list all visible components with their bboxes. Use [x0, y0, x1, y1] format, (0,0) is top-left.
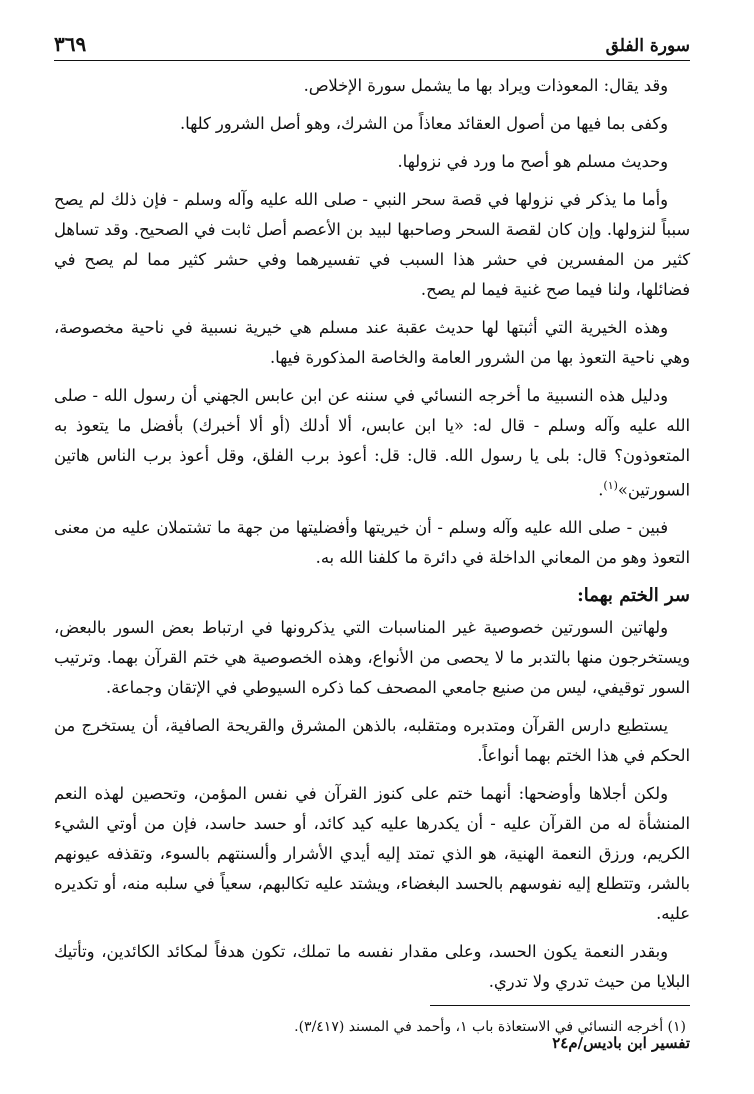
- main-text: [54, 71, 690, 997]
- paragraph: وبقدر النعمة يكون الحسد، وعلى مقدار نفسه ما تملك، تكون هدفاً لمكائد الكائدين، وتأتيك البلايا من حيث تدري ولا تدري.: [54, 942, 690, 992]
- paragraph: وهذه الخيرية التي أثبتها لها حديث عقبة عند مسلم هي خيرية نسبية في ناحية مخصوصة، وهي ناحية التعوذ بها من الشرور العامة والخاصة المذكورة فيها.: [54, 318, 690, 367]
- footnote-divider: [430, 1005, 690, 1006]
- paragraph: وكفى بما فيها من أصول العقائد معاذاً من الشرك، وهو أصل الشرور كلها.: [179, 114, 668, 133]
- paragraph: فبين - صلى الله عليه وآله وسلم - أن خيريتها وأفضليتها من جهة ما تشتملان عليه من معنى التعوذ وهو من المعاني الداخلة في دائرة ما كلفنا الله به.: [54, 518, 690, 568]
- paragraph: ولكن أجلاها وأوضحها: أنهما ختم على كنوز القرآن في نفس المؤمن، وتحصين لهذه النعم المنشأة له من القرآن عليه - أن يكدرها عليه كيد كائد، أو حسد حاسد، فإن من أوتي الشيء الكريم، ورزق النعمة الهنية، هو الذي تمتد إليه أيدي الأشرار وألسنتهم بالسوء، وتقذفه عيونهم بالشر، وتتطلع إليه نفوسهم بالحسد البغضاء، ويشتد عليه تكالبهم، سعياً في سلبه منه، أو تكديره عليه.: [54, 784, 690, 924]
- footnote: (١) أخرجه النسائي في الاستعاذة باب ١، وأحمد في المسند (٣/٤١٧).: [294, 1019, 686, 1036]
- footnote-marker[interactable]: (١): [603, 479, 618, 492]
- page-number: ٣٦٩: [54, 32, 87, 56]
- paragraph: ولهاتين السورتين خصوصية غير المناسبات التي يذكرونها في ارتباط بعض السور بالبعض، ويستخرجون منها بالتدبر ما لا يحصى من الأنواع، وهذه الخصوصية هي ختم القرآن بهما. وترتيب السور توقيفي، ليس من صنيع جامعي المصحف كما ذكره السيوطي في الإتقان وجماعة.: [54, 618, 690, 698]
- section-heading: سر الختم بهما:: [577, 585, 690, 607]
- running-head: [54, 30, 690, 61]
- paragraph: وأما ما يذكر في نزولها في قصة سحر النبي - صلى الله عليه وآله وسلم - فإن ذلك لم يصح سبباً لنزولها. وإن كان لقصة السحر وصاحبها لبيد بن الأعصم أصل ثابت في الصحيح. وقد تساهل كثير من المفسرين في حشر هذا السبب في تفسيرهما وفي حشر كثير مما لم يصح في فضائلها، ولنا فيما صح غنية فيما لم يصح.: [54, 190, 690, 299]
- paragraph: ودليل هذه النسبية ما أخرجه النسائي في سننه عن ابن عابس الجهني أن رسول الله - صلى الله عليه وآله وسلم - قال له: «يا ابن عابس، ألا أدلك (أو ألا أخبرك) بأفضل ما يتعوذ به المتعوذون؟ قال: بلى يا رسول الله. قال: قل: أعوذ برب الفلق، وقل أعوذ برب الناس هاتين السورتين»$^{(١)}$.: [54, 386, 690, 500]
- paragraph: يستطيع دارس القرآن ومتدبره ومتقلبه، بالذهن المشرق والقريحة الصافية، أن يستخرج من الحكم في هذا الختم بهما أنواعاً.: [54, 716, 690, 766]
- page-footer: تفسير ابن باديس/م٢٤: [552, 1034, 690, 1052]
- chapter-title: سورة الفلق: [605, 36, 690, 56]
- paragraph: وقد يقال: المعوذات ويراد بها ما يشمل سورة الإخلاص.: [303, 76, 668, 95]
- paragraph-text: ودليل هذه النسبية ما أخرجه النسائي في سننه عن ابن عابس الجهني أن رسول الله - صلى الله عليه وآله وسلم - قال له: «يا ابن عابس، ألا أدلك (أو ألا أخبرك) بأفضل ما يتعوذ به المتعوذون؟ قال: بلى يا رسول الله. قال: قل: أعوذ برب الفلق، وقل أعوذ برب الناس هاتين السورتين»: [54, 386, 690, 500]
- paragraph: وحديث مسلم هو أصح ما ورد في نزولها.: [397, 152, 668, 171]
